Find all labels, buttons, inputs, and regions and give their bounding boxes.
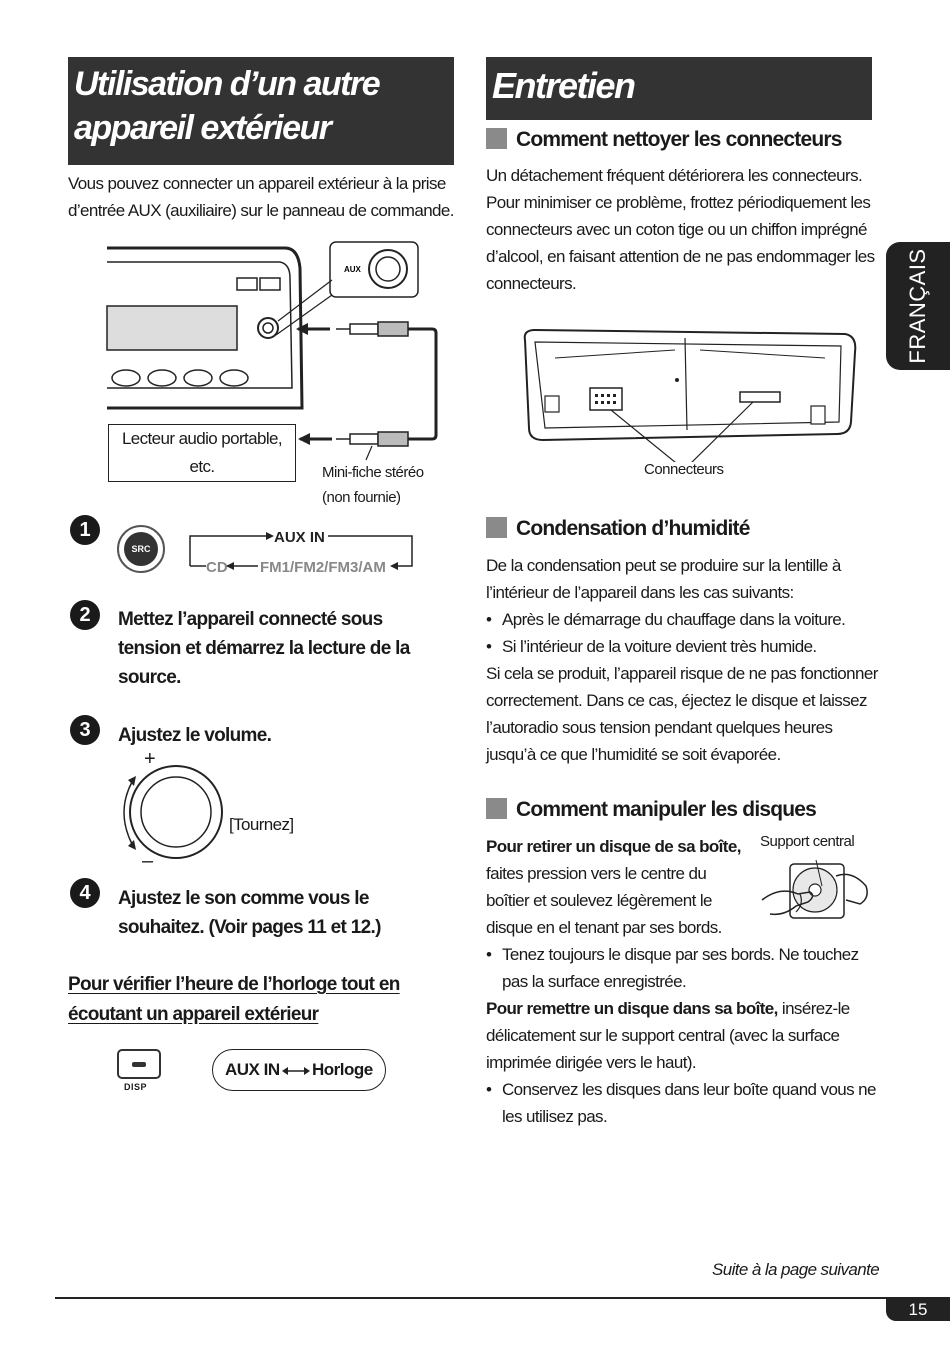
clock-horloge-label: Horloge xyxy=(312,1060,373,1079)
section-clean-body: Un détachement fréquent détériorera les connecteurs. Pour minimiser ce problème, frottez périodiquement les connecteurs avec un coton tige ou un chiffon imprégné d’alcool, en faisant attention de ne pas endommager les connecteurs. xyxy=(486,166,875,293)
condensation-intro: De la condensation peut se produire sur la lentille à l’intérieur de l’appareil dans les cas suivants: xyxy=(486,556,841,602)
disp-label: DISP xyxy=(124,1082,148,1092)
src-button-label: SRC xyxy=(124,532,158,566)
clock-heading-line2: écoutant un appareil extérieur xyxy=(68,1004,319,1025)
src-button[interactable] xyxy=(117,525,165,573)
step-3-number: 3 xyxy=(70,715,100,745)
portable-line1: Lecteur audio portable, xyxy=(121,429,283,448)
portable-line2: etc. xyxy=(189,457,215,476)
cd-label: CD xyxy=(206,559,228,576)
disc-bullet-2: • Conservez les disques dans leur boîte quand vous ne les utilisez pas. xyxy=(486,1076,878,1130)
section-marker-icon xyxy=(486,517,507,538)
section-condensation-heading xyxy=(486,517,750,541)
step-1-number: 1 xyxy=(70,515,100,545)
disc-removal-illustration xyxy=(760,856,872,932)
section-discs-heading xyxy=(486,798,816,822)
disp-button[interactable] xyxy=(117,1049,161,1079)
footer-rule xyxy=(55,1297,950,1299)
aux-in-label: AUX IN xyxy=(274,529,325,546)
support-central-label: Support central xyxy=(760,833,855,850)
section-discs-title: Comment manipuler les disques xyxy=(516,798,817,821)
disc-insert-para xyxy=(486,995,878,1076)
step-3-text: Ajustez le volume. xyxy=(118,725,272,746)
disc-remove-para xyxy=(486,833,742,941)
disp-button-bar xyxy=(132,1062,146,1067)
section-condensation-title: Condensation d’humidité xyxy=(516,517,750,540)
right-title-bar xyxy=(486,57,872,120)
step-2-number: 2 xyxy=(70,600,100,630)
disc-insert-bold: Pour remettre un disque dans sa boîte, xyxy=(486,999,778,1018)
language-side-tab xyxy=(886,242,950,370)
left-title-line1: Utilisation d’un autre xyxy=(74,65,380,103)
double-arrow-icon xyxy=(282,1066,310,1076)
section-clean-heading xyxy=(486,128,842,152)
page-number: 15 xyxy=(908,1300,928,1319)
clock-aux-label: AUX IN xyxy=(225,1060,280,1079)
clock-heading-line1: Pour vérifier l’heure de l’horloge tout en xyxy=(68,974,400,995)
source-cycle-diagram xyxy=(186,522,416,582)
step-2-text: Mettez l’appareil connecté sous tension et démarrez la lecture de la source. xyxy=(118,609,410,688)
step-4-number: 4 xyxy=(70,878,100,908)
page-number-tab xyxy=(886,1299,950,1321)
left-title-line2: appareil extérieur xyxy=(74,109,331,147)
condensation-bullet-1: • Après le démarrage du chauffage dans la voiture. xyxy=(486,606,878,633)
faceplate-back-illustration xyxy=(515,322,860,462)
condensation-outro: Si cela se produit, l’appareil risque de ne pas fonctionner correctement. Dans ce cas, éjectez le disque et laissez l’autoradio sous tension pendant quelques heures jusqu’à ce que l’humidité se soit évaporée. xyxy=(486,664,878,764)
language-tab-label: FRANÇAIS xyxy=(905,248,930,364)
right-title: Entretien xyxy=(492,65,635,106)
connectors-label: Connecteurs xyxy=(644,461,724,478)
condensation-bullet-2: • Si l’intérieur de la voiture devient très humide. xyxy=(486,633,878,660)
left-intro: Vous pouvez connecter un appareil extérieur à la prise d’entrée AUX (auxiliaire) sur le panneau de commande. xyxy=(68,174,454,220)
plug-caption xyxy=(322,460,424,510)
volume-knob[interactable] xyxy=(112,752,232,872)
volume-minus: – xyxy=(142,850,154,872)
section-marker-icon xyxy=(486,798,507,819)
disc-handling-body xyxy=(486,941,878,1130)
footer-continued: Suite à la page suivante xyxy=(712,1260,880,1279)
clock-toggle-pill xyxy=(212,1049,386,1091)
plug-line2: (non fournie) xyxy=(322,489,401,506)
section-clean-title: Comment nettoyer les connecteurs xyxy=(516,128,842,151)
turn-label: [Tournez] xyxy=(229,815,294,834)
disc-remove-rest: faites pression vers le centre du boîtier et soulevez légèrement le disque en el tenant par ses bords. xyxy=(486,864,722,937)
aux-zoom-label: AUX xyxy=(344,265,361,274)
left-title-bar xyxy=(68,57,454,165)
clock-heading xyxy=(68,970,400,1030)
step-4-text: Ajustez le son comme vous le souhaitez. (Voir pages 11 et 12.) xyxy=(118,888,381,938)
volume-plus: + xyxy=(144,748,156,770)
section-condensation-body xyxy=(486,552,878,768)
section-marker-icon xyxy=(486,128,507,149)
portable-player-box xyxy=(108,424,296,482)
disc-bullet-1: • Tenez toujours le disque par ses bords. Ne touchez pas la surface enregistrée. xyxy=(486,941,878,995)
disc-remove-bold: Pour retirer un disque de sa boîte, xyxy=(486,837,741,856)
plug-line1: Mini-fiche stéréo xyxy=(322,464,424,481)
disc-insert-rest: insérez-le délicatement sur le support central (avec la surface imprimée dirigée vers le haut). xyxy=(486,999,850,1072)
fm-am-label: FM1/FM2/FM3/AM xyxy=(260,559,386,576)
